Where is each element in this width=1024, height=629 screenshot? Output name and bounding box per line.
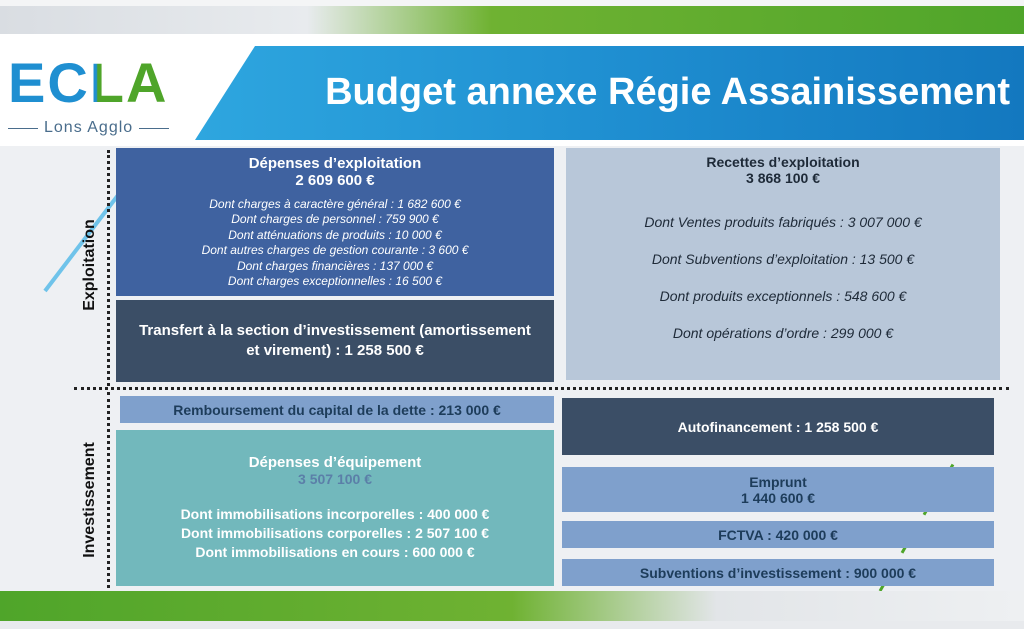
fctva-text: FCTVA : 420 000 €: [718, 526, 838, 543]
depenses-exploitation-line: Dont charges exceptionnelles : 16 500 €: [227, 274, 443, 288]
page-title: Budget annexe Régie Assainissement: [325, 71, 1010, 113]
recettes-exploitation-title: Recettes d’exploitation: [706, 154, 860, 170]
recettes-exploitation-lines: [644, 204, 921, 352]
exploitation-divider: [107, 150, 110, 386]
recettes-exploitation-box: [566, 148, 1000, 380]
bottom-band-edge: [0, 621, 1024, 629]
depenses-exploitation-line: Dont charges à caractère général : 1 682 600 €: [209, 196, 461, 211]
autofinancement-text: Autofinancement : 1 258 500 €: [677, 418, 879, 435]
depenses-exploitation-line: Dont autres charges de gestion courante : 3 600 €: [201, 243, 469, 257]
top-band-edge: [0, 0, 1024, 6]
investissement-divider: [107, 392, 110, 588]
logo-main-text: [8, 56, 198, 117]
remboursement-box: [120, 396, 554, 423]
logo-rule-right: [139, 128, 169, 129]
subventions-investissement-box: [562, 559, 994, 586]
logo-subtitle: Lons Agglo: [44, 119, 134, 136]
transfert-line-1: Transfert à la section d’investissement (amortissement: [139, 322, 531, 339]
transfert-line-2: et virement) : 1 258 500 €: [246, 342, 424, 359]
depenses-equipement-lines: [181, 505, 490, 562]
depenses-exploitation-line: Dont atténuations de produits : 10 000 €: [228, 227, 442, 242]
depenses-equipement-title: Dépenses d’équipement: [248, 454, 422, 471]
depenses-equipement-line: Dont immobilisations en cours : 600 000 €: [195, 544, 475, 560]
depenses-equipement-amount: 3 507 100 €: [298, 471, 372, 487]
depenses-exploitation-lines: [202, 197, 469, 290]
recettes-exploitation-line: Dont produits exceptionnels : 548 600 €: [659, 288, 907, 304]
investissement-section-label: Investissement: [81, 442, 99, 558]
depenses-equipement-line: Dont immobilisations incorporelles : 400 000 €: [180, 506, 490, 522]
depenses-exploitation-box: [116, 148, 554, 296]
subventions-investissement-text: Subventions d’investissement : 900 000 €: [639, 564, 917, 581]
exploitation-section-label: Exploitation: [81, 219, 98, 311]
depenses-exploitation-amount: 2 609 600 €: [295, 171, 375, 189]
transfert-box: [116, 300, 554, 382]
fctva-box: [562, 521, 994, 548]
depenses-exploitation-line: Dont charges de personnel : 759 900 €: [231, 212, 439, 226]
depenses-exploitation-line: Dont charges financières : 137 000 €: [236, 258, 434, 273]
svg-text:ECLA: ECLA: [8, 56, 169, 108]
logo-rule-left: [8, 128, 38, 129]
investissement-label-wrap: [60, 420, 120, 580]
recettes-exploitation-line: Dont Ventes produits fabriqués : 3 007 000 €: [644, 214, 922, 230]
section-separator: [74, 387, 1009, 390]
ecla-logo: [8, 56, 198, 136]
recettes-exploitation-amount: 3 868 100 €: [746, 170, 820, 186]
recettes-exploitation-line: Dont Subventions d’exploitation : 13 500 €: [651, 251, 915, 267]
remboursement-text: Remboursement du capital de la dette : 213 000 €: [173, 401, 501, 418]
emprunt-box: [562, 467, 994, 512]
autofinancement-box: [562, 398, 994, 455]
recettes-exploitation-line: Dont opérations d’ordre : 299 000 €: [672, 325, 894, 341]
emprunt-title: Emprunt: [749, 473, 807, 490]
logo-letters: [8, 56, 183, 108]
depenses-equipement-box: [116, 430, 554, 586]
exploitation-label-wrap: [60, 190, 120, 340]
depenses-equipement-line: Dont immobilisations corporelles : 2 507 100 €: [180, 525, 490, 541]
depenses-exploitation-title: Dépenses d’exploitation: [248, 154, 422, 172]
emprunt-amount: 1 440 600 €: [741, 489, 815, 506]
